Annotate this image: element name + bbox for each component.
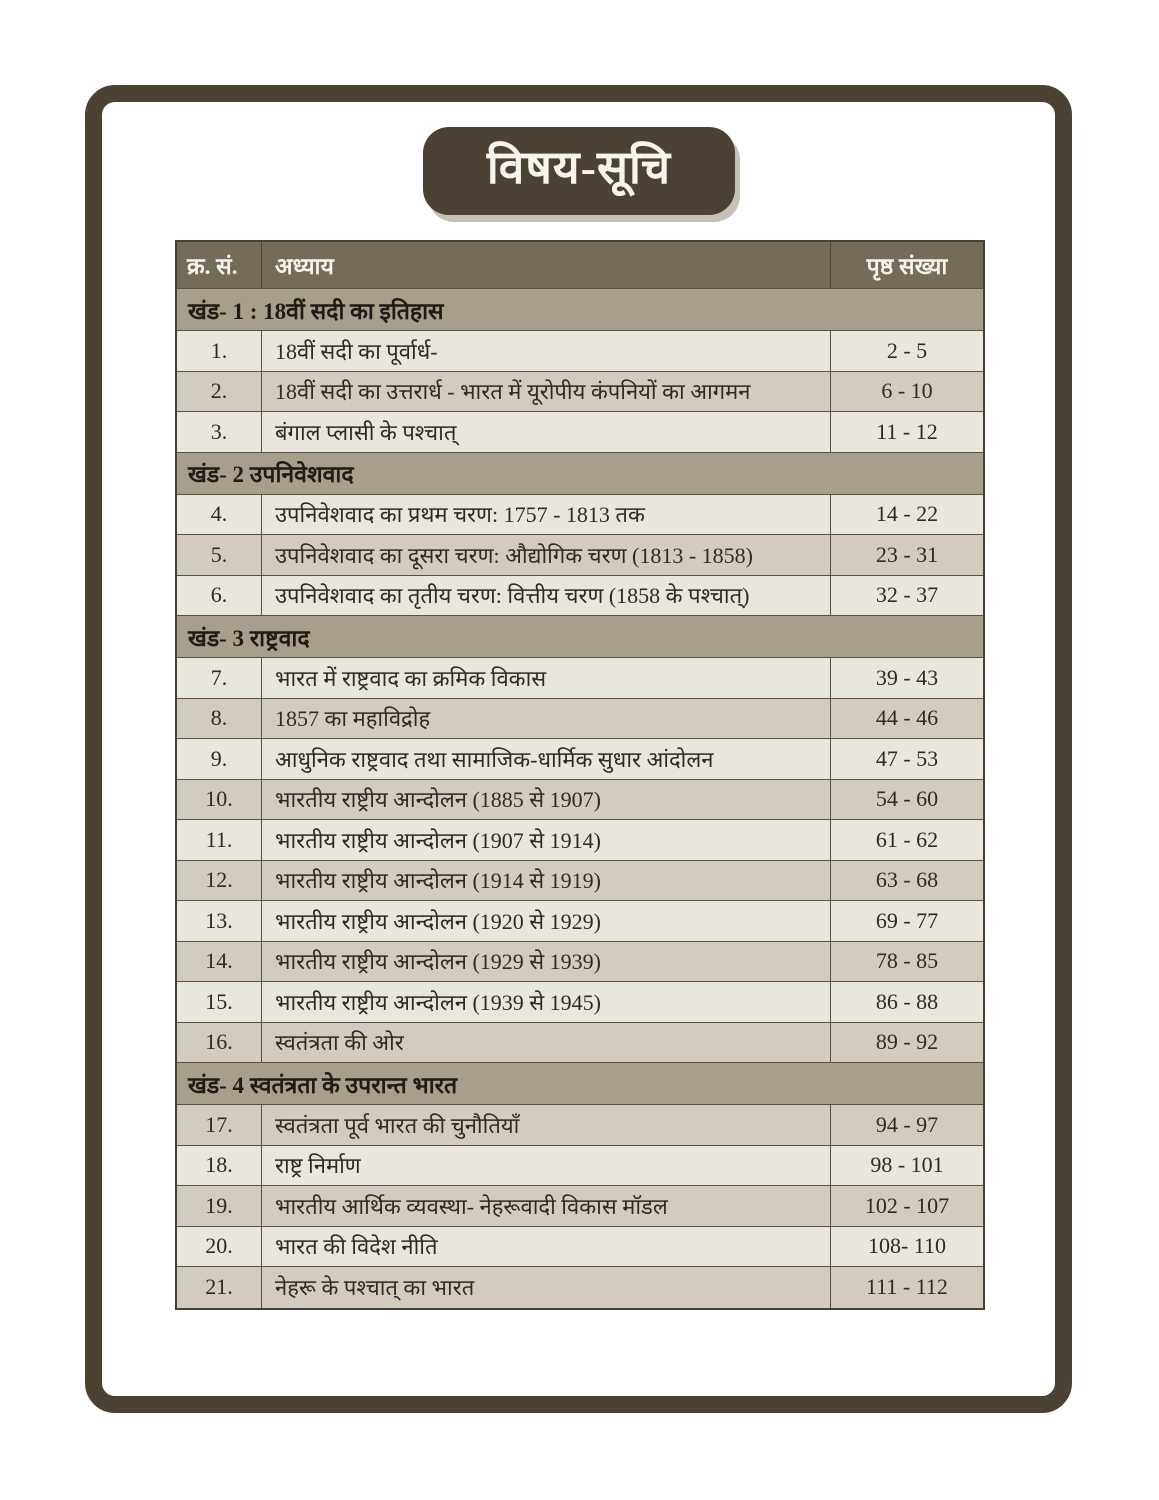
serial-cell: 7. (177, 658, 262, 698)
chapter-cell: उपनिवेशवाद का तृतीय चरण: वित्तीय चरण (1858 के पश्चात्) (262, 576, 831, 616)
chapter-cell: स्वतंत्रता पूर्व भारत की चुनौतियाँ (262, 1105, 831, 1145)
chapter-cell: भारत में राष्ट्रवाद का क्रमिक विकास (262, 658, 831, 698)
serial-cell: 11. (177, 820, 262, 860)
pages-cell: 44 - 46 (875, 705, 939, 731)
pages-cell: 86 - 88 (875, 988, 939, 1014)
toc-row (177, 1267, 983, 1308)
header-page-number: पृष्ठ संख्या (866, 254, 948, 279)
chapter-cell: स्वतंत्रता की ओर (262, 1023, 831, 1063)
serial-cell: 18. (177, 1146, 262, 1186)
toc-row (177, 658, 983, 699)
toc-row (177, 861, 983, 902)
serial-cell: 19. (177, 1186, 262, 1226)
page-title-badge (423, 127, 735, 215)
section-row-4: खंड- 4 स्वतंत्रता के उपरान्त भारत (177, 1063, 983, 1105)
serial-cell: 13. (177, 901, 262, 941)
toc-row (177, 1023, 983, 1064)
pages-cell: 14 - 22 (875, 501, 939, 527)
header-chapter: अध्याय (262, 242, 831, 288)
chapter-cell: भारत की विदेश नीति (262, 1227, 831, 1267)
serial-cell: 9. (177, 739, 262, 779)
serial-cell: 5. (177, 535, 262, 575)
toc-row (177, 1146, 983, 1187)
serial-cell: 16. (177, 1023, 262, 1063)
toc-row (177, 576, 983, 617)
pages-cell: 54 - 60 (875, 786, 939, 812)
toc-row (177, 982, 983, 1023)
pages-cell: 39 - 43 (875, 664, 939, 690)
toc-row (177, 1105, 983, 1146)
serial-cell: 1. (177, 331, 262, 371)
section-row-3: खंड- 3 राष्ट्रवाद (177, 616, 983, 658)
chapter-cell: 1857 का महाविद्रोह (262, 699, 831, 739)
toc-row (177, 780, 983, 821)
chapter-cell: आधुनिक राष्ट्रवाद तथा सामाजिक-धार्मिक सुधार आंदोलन (262, 739, 831, 779)
serial-cell: 15. (177, 982, 262, 1022)
pages-cell: 108- 110 (867, 1233, 946, 1259)
pages-cell: 32 - 37 (875, 582, 939, 608)
pages-cell: 63 - 68 (875, 867, 939, 893)
serial-cell: 17. (177, 1105, 262, 1145)
pages-cell: 2 - 5 (886, 337, 928, 363)
toc-row (177, 412, 983, 453)
chapter-cell: भारतीय राष्ट्रीय आन्दोलन (1939 से 1945) (262, 982, 831, 1022)
section-row-1: खंड- 1 : 18वीं सदी का इतिहास (177, 289, 983, 331)
pages-cell: 23 - 31 (875, 541, 939, 567)
toc-row (177, 739, 983, 780)
toc-table (175, 240, 985, 1310)
chapter-cell: भारतीय राष्ट्रीय आन्दोलन (1907 से 1914) (262, 820, 831, 860)
serial-cell: 8. (177, 699, 262, 739)
toc-row (177, 372, 983, 413)
toc-row (177, 331, 983, 372)
chapter-cell: नेहरू के पश्चात् का भारत (262, 1267, 831, 1308)
pages-cell: 6 - 10 (881, 378, 933, 404)
table-header-row (177, 242, 983, 289)
serial-cell: 12. (177, 861, 262, 901)
pages-cell: 102 - 107 (864, 1192, 950, 1218)
chapter-cell: उपनिवेशवाद का प्रथम चरण: 1757 - 1813 तक (262, 495, 831, 535)
toc-row (177, 535, 983, 576)
pages-cell: 69 - 77 (875, 907, 939, 933)
toc-row (177, 942, 983, 983)
chapter-cell: 18वीं सदी का पूर्वार्ध- (262, 331, 831, 371)
toc-row (177, 495, 983, 536)
pages-cell: 78 - 85 (875, 948, 939, 974)
serial-cell: 3. (177, 412, 262, 452)
pages-cell: 94 - 97 (875, 1111, 939, 1137)
chapter-cell: राष्ट्र निर्माण (262, 1146, 831, 1186)
serial-cell: 20. (177, 1227, 262, 1267)
chapter-cell: भारतीय राष्ट्रीय आन्दोलन (1920 से 1929) (262, 901, 831, 941)
pages-cell: 11 - 12 (876, 418, 938, 444)
chapter-cell: भारतीय राष्ट्रीय आन्दोलन (1929 से 1939) (262, 942, 831, 982)
serial-cell: 6. (177, 576, 262, 616)
toc-row (177, 699, 983, 740)
serial-cell: 14. (177, 942, 262, 982)
pages-cell: 89 - 92 (875, 1029, 939, 1055)
pages-cell: 47 - 53 (875, 745, 939, 771)
pages-cell: 98 - 101 (870, 1152, 944, 1178)
toc-row (177, 1227, 983, 1268)
serial-cell: 21. (177, 1267, 262, 1308)
pages-cell: 61 - 62 (875, 826, 939, 852)
header-serial-number: क्र. सं. (177, 242, 262, 288)
page-title: विषय-सूचि (486, 142, 672, 193)
serial-cell: 10. (177, 780, 262, 820)
toc-row (177, 820, 983, 861)
serial-cell: 2. (177, 372, 262, 412)
pages-cell: 111 - 112 (866, 1274, 948, 1300)
chapter-cell: उपनिवेशवाद का दूसरा चरण: औद्योगिक चरण (1813 - 1858) (262, 535, 831, 575)
section-row-2: खंड- 2 उपनिवेशवाद (177, 453, 983, 495)
toc-row (177, 901, 983, 942)
table-body (177, 289, 983, 1308)
chapter-cell: बंगाल प्लासी के पश्चात् (262, 412, 831, 452)
chapter-cell: भारतीय राष्ट्रीय आन्दोलन (1885 से 1907) (262, 780, 831, 820)
chapter-cell: भारतीय राष्ट्रीय आन्दोलन (1914 से 1919) (262, 861, 831, 901)
toc-row (177, 1186, 983, 1227)
chapter-cell: भारतीय आर्थिक व्यवस्था- नेहरूवादी विकास मॉडल (262, 1186, 831, 1226)
serial-cell: 4. (177, 495, 262, 535)
chapter-cell: 18वीं सदी का उत्तरार्ध - भारत में यूरोपीय कंपनियों का आगमन (262, 372, 831, 412)
